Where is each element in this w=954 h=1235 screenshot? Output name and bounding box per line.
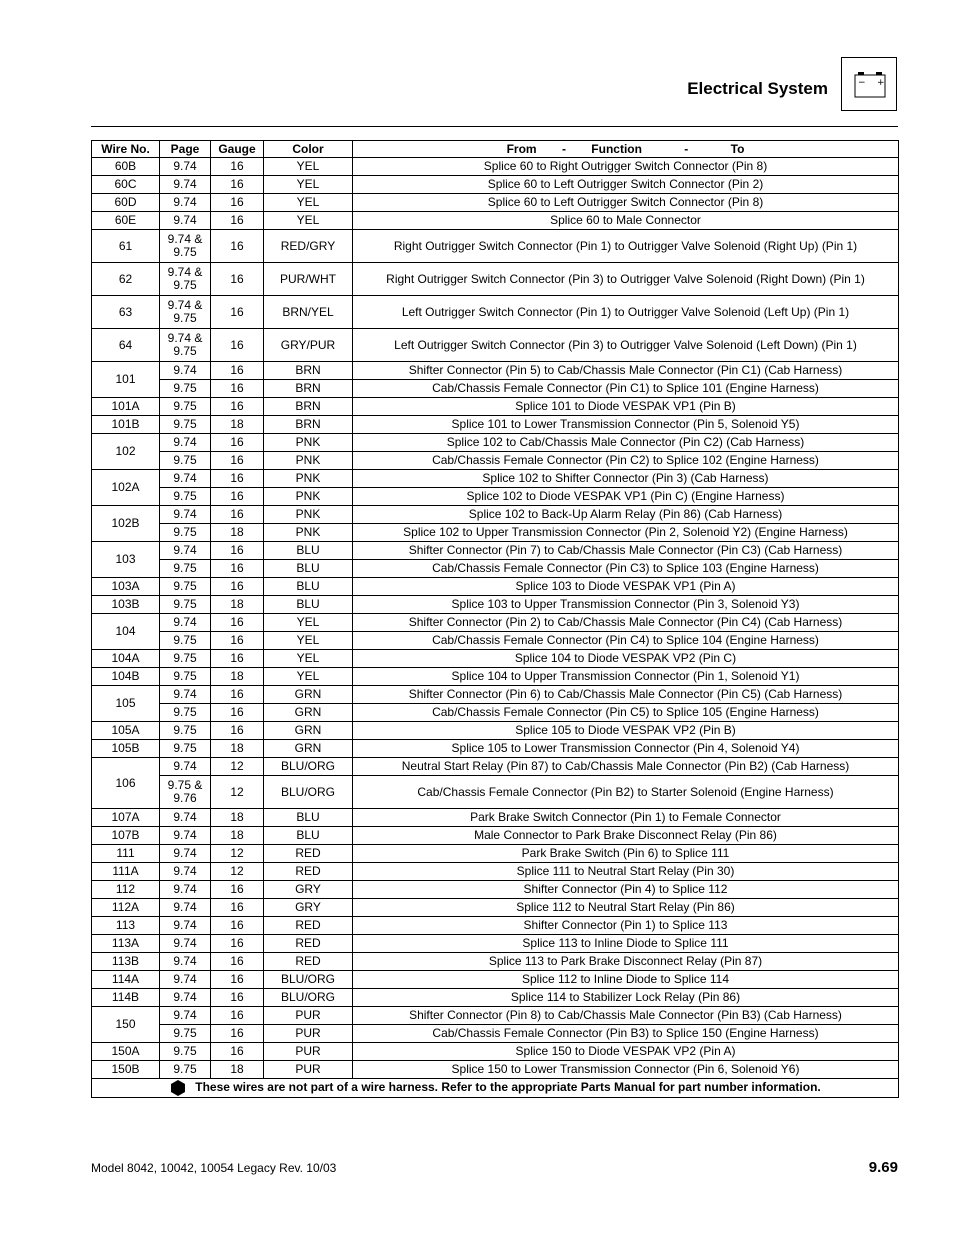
gauge-cell: 16: [211, 1043, 264, 1061]
page-cell: 9.75: [160, 488, 211, 506]
wire-no-cell: 102: [92, 434, 160, 470]
wire-no-cell: 102A: [92, 470, 160, 506]
function-cell: Park Brake Switch (Pin 6) to Splice 111: [353, 845, 899, 863]
gauge-cell: 16: [211, 158, 264, 176]
table-body: [92, 158, 899, 1079]
gauge-cell: 16: [211, 899, 264, 917]
function-cell: Splice 60 to Left Outrigger Switch Connector (Pin 8): [353, 194, 899, 212]
page-cell: 9.74: [160, 827, 211, 845]
color-cell: BLU: [264, 542, 353, 560]
page-cell: 9.74: [160, 971, 211, 989]
page-cell: 9.75: [160, 398, 211, 416]
color-cell: PNK: [264, 470, 353, 488]
function-cell: Left Outrigger Switch Connector (Pin 3) to Outrigger Valve Solenoid (Left Down) (Pin 1): [353, 329, 899, 362]
function-cell: Cab/Chassis Female Connector (Pin C2) to Splice 102 (Engine Harness): [353, 452, 899, 470]
function-cell: Splice 104 to Diode VESPAK VP2 (Pin C): [353, 650, 899, 668]
header-function: [353, 141, 899, 158]
function-cell: Shifter Connector (Pin 4) to Splice 112: [353, 881, 899, 899]
page-cell: 9.75: [160, 650, 211, 668]
wire-no-cell: 111A: [92, 863, 160, 881]
function-cell: Right Outrigger Switch Connector (Pin 1) to Outrigger Valve Solenoid (Right Up) (Pin 1): [353, 230, 899, 263]
function-cell: Park Brake Switch Connector (Pin 1) to Female Connector: [353, 809, 899, 827]
function-cell: Cab/Chassis Female Connector (Pin C5) to Splice 105 (Engine Harness): [353, 704, 899, 722]
function-cell: Splice 102 to Diode VESPAK VP1 (Pin C) (Engine Harness): [353, 488, 899, 506]
function-cell: Splice 60 to Right Outrigger Switch Connector (Pin 8): [353, 158, 899, 176]
function-cell: Splice 102 to Cab/Chassis Male Connector (Pin C2) (Cab Harness): [353, 434, 899, 452]
function-cell: Splice 105 to Lower Transmission Connector (Pin 4, Solenoid Y4): [353, 740, 899, 758]
wire-no-cell: 101B: [92, 416, 160, 434]
page-cell: 9.75: [160, 704, 211, 722]
color-cell: GRY: [264, 881, 353, 899]
table-row: [92, 578, 899, 596]
table-row: [92, 362, 899, 380]
wire-no-cell: 101A: [92, 398, 160, 416]
gauge-cell: 16: [211, 1025, 264, 1043]
color-cell: GRY: [264, 899, 353, 917]
function-cell: Shifter Connector (Pin 8) to Cab/Chassis Male Connector (Pin B3) (Cab Harness): [353, 1007, 899, 1025]
gauge-cell: 16: [211, 452, 264, 470]
color-cell: YEL: [264, 194, 353, 212]
table-row: [92, 560, 899, 578]
color-cell: PNK: [264, 488, 353, 506]
table-row: [92, 827, 899, 845]
page-cell: 9.74: [160, 158, 211, 176]
footnote-text: These wires are not part of a wire harness. Refer to the appropriate Parts Manual for part number information.: [195, 1080, 821, 1095]
function-cell: Splice 102 to Shifter Connector (Pin 3) (Cab Harness): [353, 470, 899, 488]
table-row: [92, 1043, 899, 1061]
wire-no-cell: 113: [92, 917, 160, 935]
gauge-cell: 16: [211, 296, 264, 329]
color-cell: BLU/ORG: [264, 971, 353, 989]
page-cell: 9.74 & 9.75: [160, 329, 211, 362]
table-row: [92, 434, 899, 452]
function-cell: Cab/Chassis Female Connector (Pin C4) to Splice 104 (Engine Harness): [353, 632, 899, 650]
page-cell: 9.74: [160, 1007, 211, 1025]
function-cell: Splice 112 to Inline Diode to Splice 114: [353, 971, 899, 989]
gauge-cell: 16: [211, 917, 264, 935]
function-cell: Shifter Connector (Pin 7) to Cab/Chassis Male Connector (Pin C3) (Cab Harness): [353, 542, 899, 560]
header-dash: -: [561, 141, 566, 156]
table-row: [92, 686, 899, 704]
table-row: [92, 1007, 899, 1025]
wire-no-cell: 107A: [92, 809, 160, 827]
color-cell: GRN: [264, 740, 353, 758]
gauge-cell: 16: [211, 329, 264, 362]
wire-no-cell: 105: [92, 686, 160, 722]
hexagon-icon: [169, 1079, 187, 1097]
table-row: [92, 989, 899, 1007]
color-cell: RED: [264, 953, 353, 971]
color-cell: BRN/YEL: [264, 296, 353, 329]
gauge-cell: 18: [211, 524, 264, 542]
wire-no-cell: 64: [92, 329, 160, 362]
table-row: [92, 329, 899, 362]
color-cell: RED/GRY: [264, 230, 353, 263]
page-cell: 9.75: [160, 1061, 211, 1079]
gauge-cell: 16: [211, 506, 264, 524]
wire-no-cell: 111: [92, 845, 160, 863]
table-row: [92, 650, 899, 668]
table-header-row: [92, 141, 899, 158]
page-cell: 9.75: [160, 416, 211, 434]
table-row: [92, 881, 899, 899]
table-row: [92, 917, 899, 935]
page-cell: 9.74: [160, 506, 211, 524]
page-cell: 9.75: [160, 596, 211, 614]
function-cell: Splice 114 to Stabilizer Lock Relay (Pin 86): [353, 989, 899, 1007]
gauge-cell: 18: [211, 827, 264, 845]
wire-no-cell: 105B: [92, 740, 160, 758]
wire-no-cell: 112: [92, 881, 160, 899]
table-row: [92, 230, 899, 263]
function-cell: Neutral Start Relay (Pin 87) to Cab/Chassis Male Connector (Pin B2) (Cab Harness): [353, 758, 899, 776]
color-cell: PNK: [264, 452, 353, 470]
gauge-cell: 18: [211, 668, 264, 686]
gauge-cell: 16: [211, 362, 264, 380]
function-cell: Cab/Chassis Female Connector (Pin C1) to Splice 101 (Engine Harness): [353, 380, 899, 398]
wire-no-cell: 113A: [92, 935, 160, 953]
wire-no-cell: 61: [92, 230, 160, 263]
function-cell: Shifter Connector (Pin 2) to Cab/Chassis Male Connector (Pin C4) (Cab Harness): [353, 614, 899, 632]
color-cell: BLU: [264, 560, 353, 578]
function-cell: Splice 103 to Upper Transmission Connector (Pin 3, Solenoid Y3): [353, 596, 899, 614]
gauge-cell: 16: [211, 722, 264, 740]
page-cell: 9.74: [160, 470, 211, 488]
color-cell: BRN: [264, 380, 353, 398]
function-cell: Left Outrigger Switch Connector (Pin 1) to Outrigger Valve Solenoid (Left Up) (Pin 1): [353, 296, 899, 329]
wire-no-cell: 106: [92, 758, 160, 809]
function-cell: Splice 150 to Diode VESPAK VP2 (Pin A): [353, 1043, 899, 1061]
table-row: [92, 1025, 899, 1043]
table-row: [92, 296, 899, 329]
page-cell: 9.75: [160, 1025, 211, 1043]
table-row: [92, 809, 899, 827]
table-row: [92, 845, 899, 863]
gauge-cell: 16: [211, 488, 264, 506]
color-cell: PUR: [264, 1043, 353, 1061]
gauge-cell: 16: [211, 176, 264, 194]
function-cell: Cab/Chassis Female Connector (Pin B3) to Splice 150 (Engine Harness): [353, 1025, 899, 1043]
header-dash: -: [684, 141, 689, 156]
page-cell: 9.75: [160, 380, 211, 398]
page-cell: 9.75 & 9.76: [160, 776, 211, 809]
color-cell: BLU: [264, 596, 353, 614]
function-cell: Splice 112 to Neutral Start Relay (Pin 86): [353, 899, 899, 917]
table-row: [92, 740, 899, 758]
header-color: Color: [264, 141, 353, 158]
header-wire-no: Wire No.: [92, 141, 160, 158]
color-cell: GRN: [264, 722, 353, 740]
page-cell: 9.75: [160, 668, 211, 686]
color-cell: YEL: [264, 614, 353, 632]
page-cell: 9.75: [160, 452, 211, 470]
color-cell: BRN: [264, 398, 353, 416]
gauge-cell: 16: [211, 212, 264, 230]
gauge-cell: 16: [211, 578, 264, 596]
function-cell: Shifter Connector (Pin 6) to Cab/Chassis Male Connector (Pin C5) (Cab Harness): [353, 686, 899, 704]
page-cell: 9.74 & 9.75: [160, 296, 211, 329]
gauge-cell: 12: [211, 863, 264, 881]
page-title: Electrical System: [687, 79, 828, 98]
page-cell: 9.74 & 9.75: [160, 230, 211, 263]
table-row: [92, 158, 899, 176]
footer-model: Model 8042, 10042, 10054 Legacy Rev. 10/03: [91, 1161, 337, 1175]
page-cell: 9.74: [160, 881, 211, 899]
function-cell: Splice 60 to Male Connector: [353, 212, 899, 230]
function-cell: Splice 101 to Diode VESPAK VP1 (Pin B): [353, 398, 899, 416]
wire-no-cell: 107B: [92, 827, 160, 845]
table-row: [92, 704, 899, 722]
gauge-cell: 16: [211, 704, 264, 722]
gauge-cell: 18: [211, 416, 264, 434]
color-cell: PNK: [264, 434, 353, 452]
battery-icon: [841, 57, 897, 111]
header-gauge: Gauge: [211, 141, 264, 158]
gauge-cell: 18: [211, 596, 264, 614]
wire-no-cell: 62: [92, 263, 160, 296]
color-cell: PUR: [264, 1025, 353, 1043]
table-row: [92, 935, 899, 953]
wire-no-cell: 114A: [92, 971, 160, 989]
gauge-cell: 16: [211, 194, 264, 212]
wire-no-cell: 103: [92, 542, 160, 578]
page-cell: 9.74: [160, 194, 211, 212]
gauge-cell: 16: [211, 686, 264, 704]
page-cell: 9.74: [160, 899, 211, 917]
function-cell: Splice 105 to Diode VESPAK VP2 (Pin B): [353, 722, 899, 740]
page-cell: 9.75: [160, 524, 211, 542]
color-cell: BLU/ORG: [264, 776, 353, 809]
wire-no-cell: 60E: [92, 212, 160, 230]
color-cell: YEL: [264, 632, 353, 650]
function-cell: Shifter Connector (Pin 5) to Cab/Chassis Male Connector (Pin C1) (Cab Harness): [353, 362, 899, 380]
color-cell: BLU/ORG: [264, 758, 353, 776]
color-cell: GRN: [264, 686, 353, 704]
gauge-cell: 16: [211, 935, 264, 953]
header-to: To: [730, 141, 745, 156]
table-row: [92, 899, 899, 917]
page-cell: 9.74: [160, 989, 211, 1007]
table-row: [92, 971, 899, 989]
page-cell: 9.74: [160, 953, 211, 971]
gauge-cell: 16: [211, 230, 264, 263]
wire-table: [91, 140, 899, 1098]
color-cell: PUR: [264, 1061, 353, 1079]
gauge-cell: 16: [211, 398, 264, 416]
page-cell: 9.74: [160, 686, 211, 704]
table-row: [92, 614, 899, 632]
table-row: [92, 668, 899, 686]
page-cell: 9.74: [160, 845, 211, 863]
table-row: [92, 194, 899, 212]
function-cell: Splice 111 to Neutral Start Relay (Pin 30): [353, 863, 899, 881]
table-row: [92, 596, 899, 614]
table-row: [92, 776, 899, 809]
wire-no-cell: 114B: [92, 989, 160, 1007]
function-cell: Splice 113 to Inline Diode to Splice 111: [353, 935, 899, 953]
color-cell: YEL: [264, 158, 353, 176]
function-cell: Splice 104 to Upper Transmission Connector (Pin 1, Solenoid Y1): [353, 668, 899, 686]
wire-no-cell: 150: [92, 1007, 160, 1043]
page-cell: 9.74: [160, 935, 211, 953]
wire-no-cell: 104A: [92, 650, 160, 668]
color-cell: YEL: [264, 212, 353, 230]
table-row: [92, 452, 899, 470]
color-cell: BLU: [264, 578, 353, 596]
page-cell: 9.75: [160, 740, 211, 758]
gauge-cell: 16: [211, 650, 264, 668]
page-cell: 9.75: [160, 632, 211, 650]
color-cell: GRN: [264, 704, 353, 722]
page-cell: 9.74: [160, 212, 211, 230]
wire-no-cell: 63: [92, 296, 160, 329]
gauge-cell: 18: [211, 740, 264, 758]
function-cell: Cab/Chassis Female Connector (Pin C3) to Splice 103 (Engine Harness): [353, 560, 899, 578]
page-cell: 9.75: [160, 722, 211, 740]
function-cell: Cab/Chassis Female Connector (Pin B2) to Starter Solenoid (Engine Harness): [353, 776, 899, 809]
gauge-cell: 16: [211, 434, 264, 452]
table-row: [92, 758, 899, 776]
battery-plus-glyph: +: [877, 78, 885, 88]
page-cell: 9.75: [160, 1043, 211, 1061]
page-cell: 9.74: [160, 434, 211, 452]
table-row: [92, 176, 899, 194]
color-cell: PNK: [264, 506, 353, 524]
wire-no-cell: 150B: [92, 1061, 160, 1079]
color-cell: BRN: [264, 362, 353, 380]
table-row: [92, 1061, 899, 1079]
color-cell: YEL: [264, 668, 353, 686]
gauge-cell: 16: [211, 470, 264, 488]
table-row: [92, 380, 899, 398]
table-row: [92, 398, 899, 416]
table-row: [92, 212, 899, 230]
header-page: Page: [160, 141, 211, 158]
table-row: [92, 524, 899, 542]
function-cell: Male Connector to Park Brake Disconnect Relay (Pin 86): [353, 827, 899, 845]
table-row: [92, 470, 899, 488]
page-cell: 9.75: [160, 578, 211, 596]
function-cell: Splice 60 to Left Outrigger Switch Connector (Pin 2): [353, 176, 899, 194]
header-function-label: Function: [591, 141, 642, 156]
table-row: [92, 632, 899, 650]
color-cell: YEL: [264, 176, 353, 194]
color-cell: BLU: [264, 827, 353, 845]
color-cell: BLU/ORG: [264, 989, 353, 1007]
gauge-cell: 16: [211, 380, 264, 398]
footnote-row: [92, 1079, 899, 1098]
page-cell: 9.74: [160, 809, 211, 827]
gauge-cell: 18: [211, 809, 264, 827]
page-cell: 9.74: [160, 176, 211, 194]
wire-no-cell: 60D: [92, 194, 160, 212]
function-cell: Splice 101 to Lower Transmission Connector (Pin 5, Solenoid Y5): [353, 416, 899, 434]
table-row: [92, 863, 899, 881]
gauge-cell: 16: [211, 542, 264, 560]
wire-no-cell: 103A: [92, 578, 160, 596]
gauge-cell: 16: [211, 632, 264, 650]
wire-no-cell: 112A: [92, 899, 160, 917]
page-number: 9.69: [868, 1159, 898, 1176]
function-cell: Splice 102 to Upper Transmission Connector (Pin 2, Solenoid Y2) (Engine Harness): [353, 524, 899, 542]
table-row: [92, 263, 899, 296]
gauge-cell: 12: [211, 776, 264, 809]
color-cell: RED: [264, 845, 353, 863]
function-cell: Splice 102 to Back-Up Alarm Relay (Pin 86) (Cab Harness): [353, 506, 899, 524]
header-from: From: [506, 141, 537, 156]
color-cell: BLU: [264, 809, 353, 827]
color-cell: BRN: [264, 416, 353, 434]
page-cell: 9.74: [160, 863, 211, 881]
page-cell: 9.75: [160, 560, 211, 578]
gauge-cell: 16: [211, 1007, 264, 1025]
table-row: [92, 506, 899, 524]
gauge-cell: 16: [211, 881, 264, 899]
function-cell: Shifter Connector (Pin 1) to Splice 113: [353, 917, 899, 935]
page-cell: 9.74: [160, 917, 211, 935]
function-cell: Splice 150 to Lower Transmission Connector (Pin 6, Solenoid Y6): [353, 1061, 899, 1079]
battery-minus-glyph: −: [858, 78, 866, 88]
wire-no-cell: 60B: [92, 158, 160, 176]
wire-no-cell: 60C: [92, 176, 160, 194]
wire-no-cell: 101: [92, 362, 160, 398]
color-cell: RED: [264, 863, 353, 881]
page-cell: 9.74: [160, 542, 211, 560]
color-cell: GRY/PUR: [264, 329, 353, 362]
page-cell: 9.74: [160, 614, 211, 632]
gauge-cell: 16: [211, 971, 264, 989]
function-cell: Splice 113 to Park Brake Disconnect Relay (Pin 87): [353, 953, 899, 971]
gauge-cell: 16: [211, 263, 264, 296]
table-row: [92, 416, 899, 434]
table-row: [92, 722, 899, 740]
table-row: [92, 488, 899, 506]
gauge-cell: 12: [211, 758, 264, 776]
table-row: [92, 953, 899, 971]
gauge-cell: 18: [211, 1061, 264, 1079]
gauge-cell: 12: [211, 845, 264, 863]
color-cell: RED: [264, 917, 353, 935]
footnote-cell: [92, 1079, 899, 1098]
page-cell: 9.74 & 9.75: [160, 263, 211, 296]
wire-no-cell: 113B: [92, 953, 160, 971]
color-cell: YEL: [264, 650, 353, 668]
table-row: [92, 542, 899, 560]
color-cell: RED: [264, 935, 353, 953]
color-cell: PUR/WHT: [264, 263, 353, 296]
wire-no-cell: 102B: [92, 506, 160, 542]
wire-no-cell: 104B: [92, 668, 160, 686]
wire-no-cell: 104: [92, 614, 160, 650]
function-cell: Right Outrigger Switch Connector (Pin 3) to Outrigger Valve Solenoid (Right Down) (Pin 1): [353, 263, 899, 296]
gauge-cell: 16: [211, 560, 264, 578]
page-cell: 9.74: [160, 758, 211, 776]
color-cell: PUR: [264, 1007, 353, 1025]
header-rule: [91, 126, 898, 127]
wire-no-cell: 103B: [92, 596, 160, 614]
wire-no-cell: 150A: [92, 1043, 160, 1061]
function-cell: Splice 103 to Diode VESPAK VP1 (Pin A): [353, 578, 899, 596]
page-cell: 9.74: [160, 362, 211, 380]
gauge-cell: 16: [211, 953, 264, 971]
wire-no-cell: 105A: [92, 722, 160, 740]
gauge-cell: 16: [211, 989, 264, 1007]
gauge-cell: 16: [211, 614, 264, 632]
color-cell: PNK: [264, 524, 353, 542]
